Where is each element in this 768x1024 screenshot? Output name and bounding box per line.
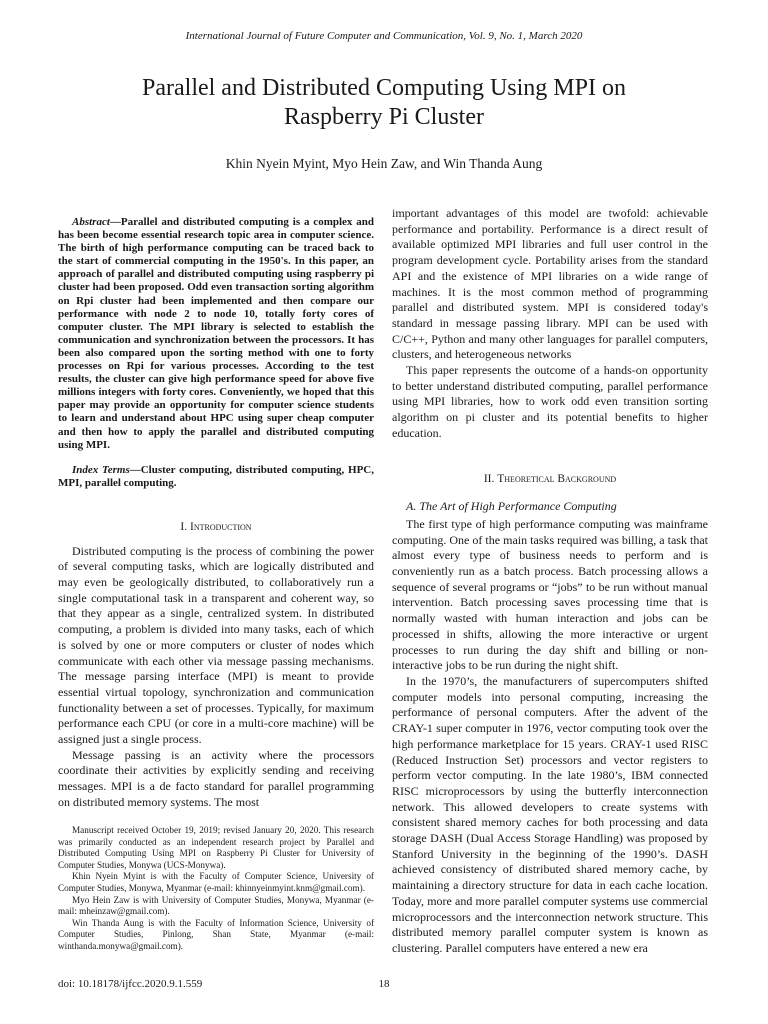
abstract [58, 216, 374, 452]
index-terms-label: Index Terms [72, 463, 130, 476]
section-number: I. [180, 520, 188, 533]
page-number: 18 [378, 978, 390, 990]
abstract-text: —Parallel and distributed computing is a complex and has been become essential research topic area in computer science. The birth of high performance computing can be traced back to the start of commercial computing in the 1950's. In this paper, an approach of parallel and distributed computing using raspberry pi cluster had been proposed. Odd even transaction sorting algorithm on Rpi cluster had been implemented and then compare our performance with node 2 to node 10, totally forty cores of computer cluster. The MPI library is selected to establish the communication and synchronization between the processors. It has been also compared upon the sorting method with one to forty processes on Rpi for various processes. According to the test results, the cluster can give high performance speed for above five millions integers with forty cores. Conveniently, we hoped that this paper may provide an opportunity for computer science students to learn and understand about HPC using super cheap computer and then how to apply the parallel and distributed computing using MPI. [58, 216, 374, 451]
mpi-continuation-paragraph: important advantages of this model are twofold: achievable performance and portability. Performance is a direct result of available optimized MPI libraries and full user control in the program development cycle. Portability arises from the standard API and the existence of MPI libraries on a wide range of machines. It is the most common method of programming parallel and distributed system. MPI is considered today's standard in message passing library. MPI can be used with C/C++, Python and many other languages for parallel computers, clusters, and heterogeneous networks [392, 206, 708, 362]
index-terms [58, 464, 374, 490]
paper-title [60, 74, 708, 132]
footnote-manuscript: Manuscript received October 19, 2019; revised January 20, 2020. This research was primarily conducted as an independent research project by Parallel and Distributed Computing Using MPI on Raspberry Pi Cluster for University of Computer Studies, Monywa (UCS-Monywa). [58, 825, 374, 870]
footnotes [58, 825, 374, 953]
section-number: II. [483, 472, 495, 485]
section-heading-introduction [58, 520, 374, 536]
footnote-author-3: Win Thanda Aung is with the Faculty of Information Science, University of Computer Studies, Pinlong, Shan State, Myanmar (e-mail: winthanda.monywa@gmail.com). [58, 917, 374, 951]
abstract-label: Abstract [72, 216, 110, 228]
section-heading-background [392, 472, 708, 488]
right-column [392, 206, 708, 957]
paper-outcome-paragraph: This paper represents the outcome of a hands-on opportunity to better understand distributed computing, parallel performance using MPI libraries, how to work odd even transition sorting algorithm on pi cluster and its potential benefits to higher education. [392, 363, 708, 440]
index-terms-text: —Cluster computing, distributed computing, HPC, MPI, parallel computing. [58, 463, 374, 489]
footnote-author-2: Myo Hein Zaw is with University of Computer Studies, Monywa, Myanmar (e-mail: mheinzaw@gmail.com). [58, 894, 374, 917]
hpc-paragraph-2: In the 1970’s, the manufacturers of supercomputers shifted computer models into personal computing, increasing the performance of personal computers. After the advent of the CRAY-1 super computer in 1976, vector computing took over the high performance marketplace for 15 years. CRAY-1 used RISC (Reduced Instruction Set) processors and vector registers to perform vector computing. In the late 1980’s, IBM connected RISC microprocessors by using the butterfly interconnection network. This allowed developers to create systems with consistent shared memory caches for both processing and data storage DASH (Dual Access Storage Handling) was proposed by Stanford University in the beginning of the 1990’s. DASH achieved consistency of distributed shared memory cache, by maintaining a directory structure for data in each cache location. Today, more and more parallel computer systems use commercial microprocessors and the interconnection network structure. This distributed memory parallel computer system is known as clustering. Parallel computers have entered a new era [392, 673, 708, 955]
title-line-2: Raspberry Pi Cluster [284, 104, 484, 130]
hpc-paragraph-1: The first type of high performance computing was mainframe computing. One of the main tasks required was billing, a task that almost every type of business needs to perform and is conveniently run as a batch process. Batch processing allows a sequence of several programs or “jobs” to be run without manual intervention. Batch processing saves processing time that is normally wasted with human interaction and jobs can be processed in shifts, allowing the more interactive or urgent processes to run during the day shift and billing or non-interactive jobs to be run during the night shift. [392, 516, 708, 673]
journal-header: International Journal of Future Computer and Communication, Vol. 9, No. 1, March 2020 [185, 30, 583, 42]
left-column [58, 206, 374, 811]
section-title: Introduction [189, 520, 252, 533]
title-line-1: Parallel and Distributed Computing Using MPI on [142, 75, 626, 101]
subsection-heading-a: A. The Art of High Performance Computing [406, 499, 617, 514]
intro-paragraph-2: Message passing is an activity where the processors coordinate their activities by explicitly sending and receiving messages. MPI is a de facto standard for parallel programming on distributed memory systems. The most [58, 747, 374, 809]
authors: Khin Nyein Myint, Myo Hein Zaw, and Win Thanda Aung [225, 156, 543, 171]
section-title: Theoretical Background [497, 472, 617, 485]
footnote-author-1: Khin Nyein Myint is with the Faculty of Computer Science, University of Computer Studies, Monywa, Myanmar (e-mail: khinnyeinmyint.knm@gmail.com). [58, 871, 374, 893]
doi: doi: 10.18178/ijfcc.2020.9.1.559 [58, 978, 203, 990]
intro-paragraph-1: Distributed computing is the process of combining the power of several computing tasks, which are logically distributed and may even be geologically distributed, to collaboratively run a single computational task in a transparent and coherent way, so that they appear as a single, centralized system. In distributed computing, a problem is divided into many tasks, each of which is solved by one or more computers or cluster of nodes which communicate with each other via message passing mechanisms. The message parsing interface (MPI) is meant to provide essential virtual topology, synchronization and communication functionality between a set of processes. Typically, for maximum performance each CPU (or core in a multi-core machine) will be assigned just a single process. [58, 543, 374, 747]
